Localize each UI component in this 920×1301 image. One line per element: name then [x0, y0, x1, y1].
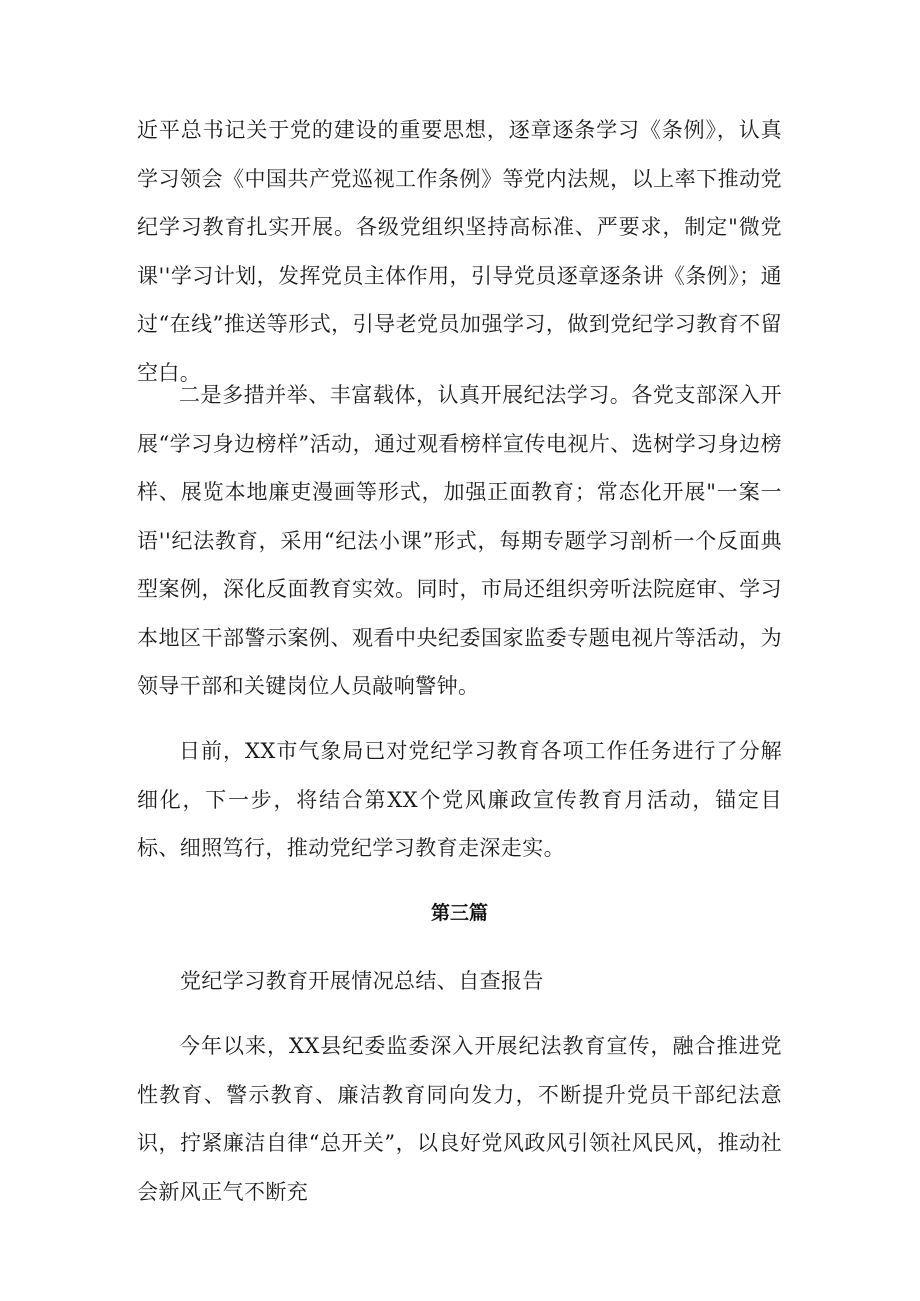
paragraph-1: 近平总书记关于党的建设的重要思想，逐章逐条学习《条例》，认真学习领会《中国共产党巡视工作条例》等党内法规，以上率下推动党纪学习教育扎实开展。各级党组织坚持高标准、严要求，制定"微党课''学习计划，发挥党员主体作用，引导党员逐章逐条讲《条例》；通过“在线”推送等形式，引导老党员加强学习，做到党纪学习教育不留空白。	[137, 118, 782, 385]
paragraph-3: 日前，XX市气象局已对党纪学习教育各项工作任务进行了分解细化，下一步，将结合第XX个党风廉政宣传教育月活动，锚定目标、细照笃行，推动党纪学习教育走深走实。	[137, 739, 782, 860]
paragraph-4: 今年以来，XX县纪委监委深入开展纪法教育宣传，融合推进党性教育、警示教育、廉洁教育同向发力，不断提升党员干部纪法意识，拧紧廉洁自律“总开关”，以良好党风政风引领社风民风，推动社会新风正气不断充	[137, 1034, 782, 1204]
report-title: 党纪学习教育开展情况总结、自查报告	[180, 969, 544, 993]
section-title: 第三篇	[430, 902, 488, 924]
paragraph-2: 二是多措并举、丰富载体，认真开展纪法学习。各党支部深入开展“学习身边榜样”活动，通过观看榜样宣传电视片、选树学习身边榜样、展览本地廉吏漫画等形式，加强正面教育；常态化开展"一案一语''纪法教育，采用“纪法小课”形式，每期专题学习剖析一个反面典型案例，深化反面教育实效。同时，市局还组织旁听法院庭审、学习本地区干部警示案例、观看中央纪委国家监委专题电视片等活动，为领导干部和关键岗位人员敲响警钟。	[137, 383, 782, 698]
